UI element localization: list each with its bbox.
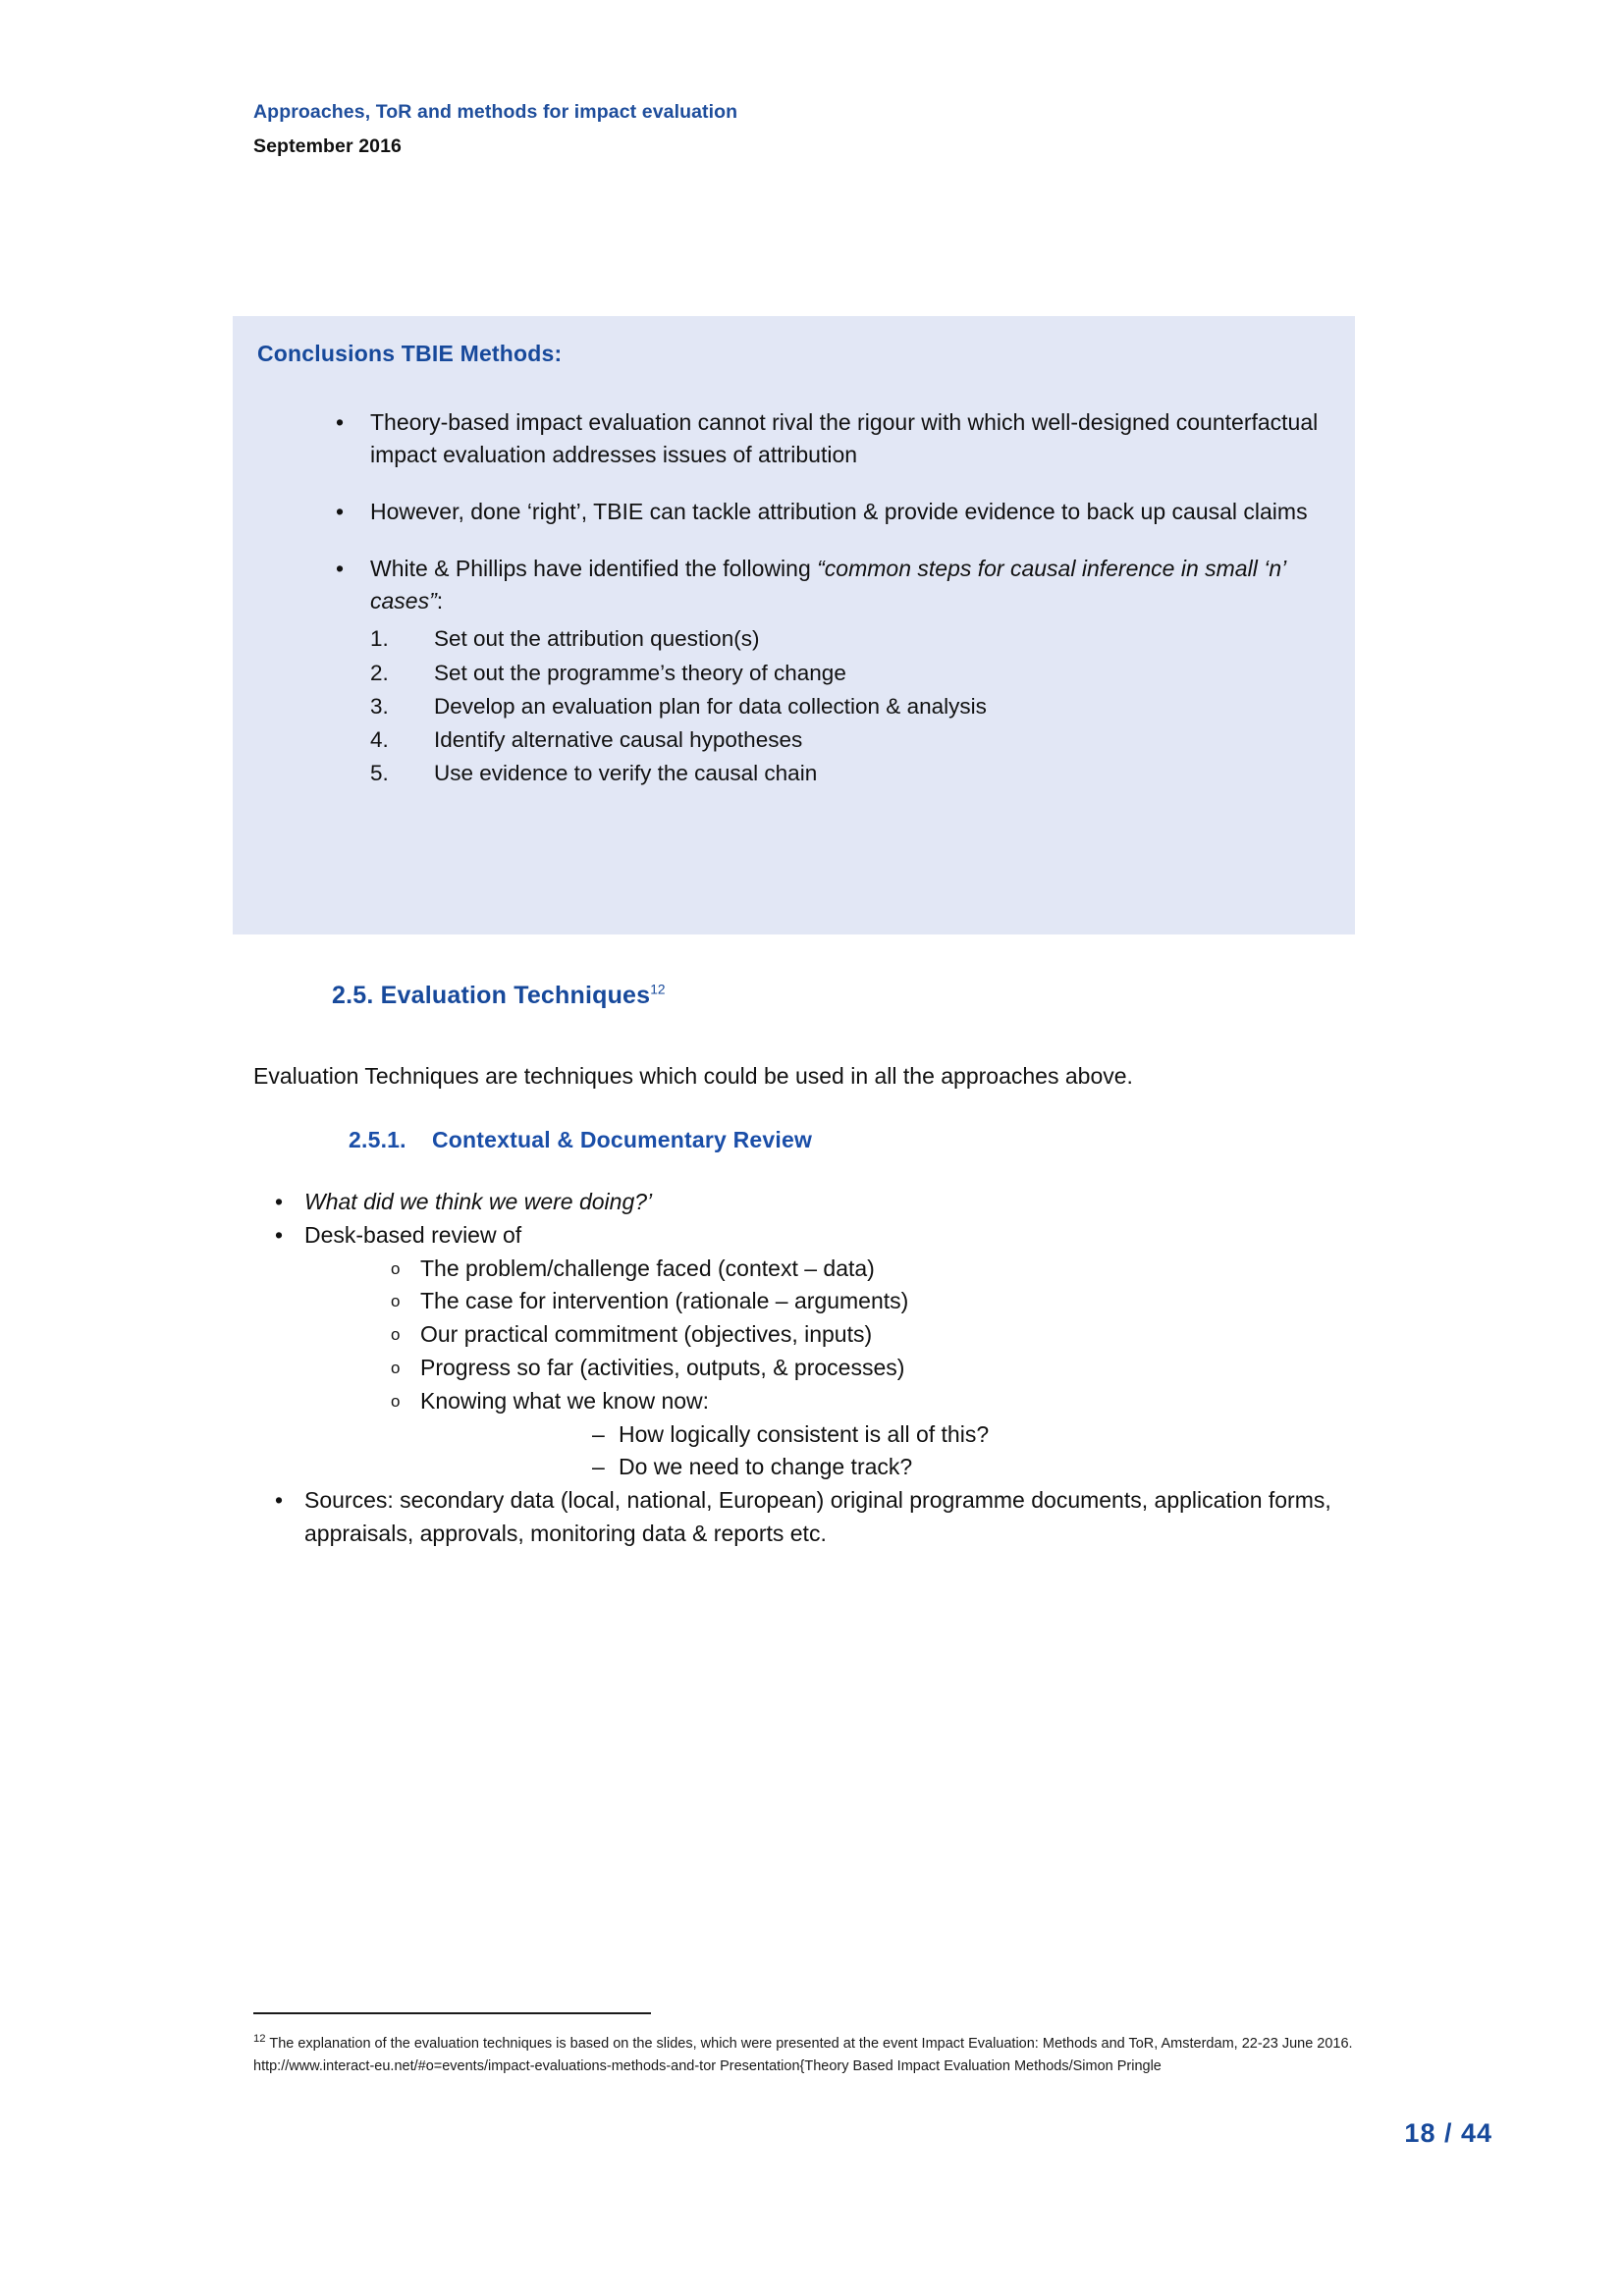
step-text: Set out the attribution question(s) <box>434 626 760 652</box>
desk-review-sublist <box>304 1253 1363 1485</box>
main-bullet-3 <box>253 1484 1363 1551</box>
bullet-dot-icon: • <box>275 1221 284 1248</box>
callout-title: Conclusions TBIE Methods: <box>257 341 563 366</box>
sub-bullet-5 <box>304 1385 1363 1484</box>
sub-bullet-3 <box>304 1318 1363 1352</box>
circle-bullet-icon: o <box>391 1325 401 1345</box>
circle-bullet-icon: o <box>391 1258 401 1278</box>
bullet-dot-icon: • <box>275 1487 284 1514</box>
bullet-dot-icon: • <box>336 555 345 581</box>
step-number: 3. <box>370 693 389 719</box>
page-number: 18 / 44 <box>1404 2118 1492 2148</box>
step-text: Identify alternative causal hypotheses <box>434 726 803 752</box>
dash-bullet-icon: – <box>592 1420 605 1447</box>
callout-bullet-list <box>252 406 1327 790</box>
causal-steps-list <box>370 622 1327 790</box>
section-heading-2-5 <box>332 982 666 1010</box>
main-bullet-2 <box>253 1219 1363 1484</box>
step-number: 1. <box>370 626 389 652</box>
subsection-heading-2-5-1 <box>349 1127 812 1153</box>
dash-bullet-2 <box>420 1451 1363 1484</box>
dash-bullet-1-text: How logically consistent is all of this? <box>619 1420 990 1447</box>
step-text: Set out the programme’s theory of change <box>434 660 846 685</box>
callout-bullet-1 <box>252 406 1327 471</box>
main-bullet-list <box>253 1186 1363 1551</box>
circle-bullet-icon: o <box>391 1292 401 1311</box>
bullet-dot-icon: • <box>275 1189 284 1214</box>
dash-bullet-2-text: Do we need to change track? <box>619 1454 913 1480</box>
step-text: Develop an evaluation plan for data collection & analysis <box>434 693 987 719</box>
callout-bullet-3-lead: White & Phillips have identified the following <box>370 555 818 581</box>
main-bullet-2-text: Desk-based review of <box>304 1221 522 1248</box>
knowing-now-sublist <box>420 1418 1363 1485</box>
bullet-dot-icon: • <box>336 498 345 524</box>
callout-bullet-2-text: However, done ‘right’, TBIE can tackle attribution & provide evidence to back up causal claims <box>370 498 1308 524</box>
main-bullet-1-text: What did we think we were doing?’ <box>304 1189 653 1214</box>
sub-bullet-2 <box>304 1285 1363 1318</box>
main-bullet-list-container <box>253 1186 1363 1551</box>
footnote-number: 12 <box>253 2033 266 2045</box>
callout-bullet-1-text: Theory-based impact evaluation cannot rival the rigour with which well-designed counterfactual impact evaluation addresses issues of attribution <box>370 409 1319 467</box>
causal-step-5 <box>370 757 1327 790</box>
document-title: Approaches, ToR and methods for impact evaluation <box>253 101 738 123</box>
section-lead-paragraph: Evaluation Techniques are techniques which could be used in all the approaches above. <box>253 1063 1133 1089</box>
causal-step-1 <box>370 622 1327 656</box>
footnote-block <box>253 2030 1361 2079</box>
subsection-title: Contextual & Documentary Review <box>432 1127 813 1152</box>
dash-bullet-icon: – <box>592 1454 605 1480</box>
footnote-text: The explanation of the evaluation techniques is based on the slides, which were presented at the event Impact Evaluation: Methods and ToR, Amsterdam, 22-23 June 2016. http://www.interact-eu.net/#o=events/impact-evaluations-methods-and-tor Presentation{Theory Based Impact Evaluation Methods/Simon Pringle <box>253 2035 1353 2075</box>
callout-bullet-3-trailing: : <box>436 587 444 614</box>
sub-bullet-3-text: Our practical commitment (objectives, inputs) <box>420 1321 873 1348</box>
bullet-dot-icon: • <box>336 409 345 435</box>
step-text: Use evidence to verify the causal chain <box>434 761 818 786</box>
causal-step-2 <box>370 657 1327 690</box>
document-header <box>253 98 1353 161</box>
sub-bullet-4 <box>304 1352 1363 1385</box>
callout-bullet-3-quote: “common steps for causal inference in small ‘n’ cases” <box>370 555 1285 614</box>
circle-bullet-icon: o <box>391 1391 401 1411</box>
step-number: 2. <box>370 660 389 685</box>
causal-step-4 <box>370 723 1327 757</box>
section-heading-text: 2.5. Evaluation Techniques <box>332 982 651 1009</box>
causal-step-3 <box>370 690 1327 723</box>
step-number: 4. <box>370 726 389 752</box>
sub-bullet-5-text: Knowing what we know now: <box>420 1387 710 1414</box>
sub-bullet-2-text: The case for intervention (rationale – arguments) <box>420 1288 909 1314</box>
subsection-number: 2.5.1. <box>349 1127 406 1152</box>
main-bullet-1 <box>253 1186 1363 1219</box>
main-bullet-3-text: Sources: secondary data (local, national, European) original programme documents, application forms, appraisals, approvals, monitoring data & reports etc. <box>304 1487 1331 1546</box>
step-number: 5. <box>370 761 389 786</box>
sub-bullet-1 <box>304 1253 1363 1286</box>
footnote-reference-marker[interactable]: 12 <box>650 982 666 997</box>
callout-bullet-2 <box>252 496 1327 528</box>
dash-bullet-1 <box>420 1418 1363 1452</box>
sub-bullet-1-text: The problem/challenge faced (context – data) <box>420 1255 875 1281</box>
circle-bullet-icon: o <box>391 1358 401 1377</box>
document-date: September 2016 <box>253 135 402 158</box>
conclusions-callout-box <box>233 316 1355 934</box>
sub-bullet-4-text: Progress so far (activities, outputs, & processes) <box>420 1354 905 1380</box>
callout-bullet-3 <box>252 553 1327 791</box>
callout-body <box>252 406 1327 790</box>
footnote-separator-rule <box>253 2012 651 2014</box>
